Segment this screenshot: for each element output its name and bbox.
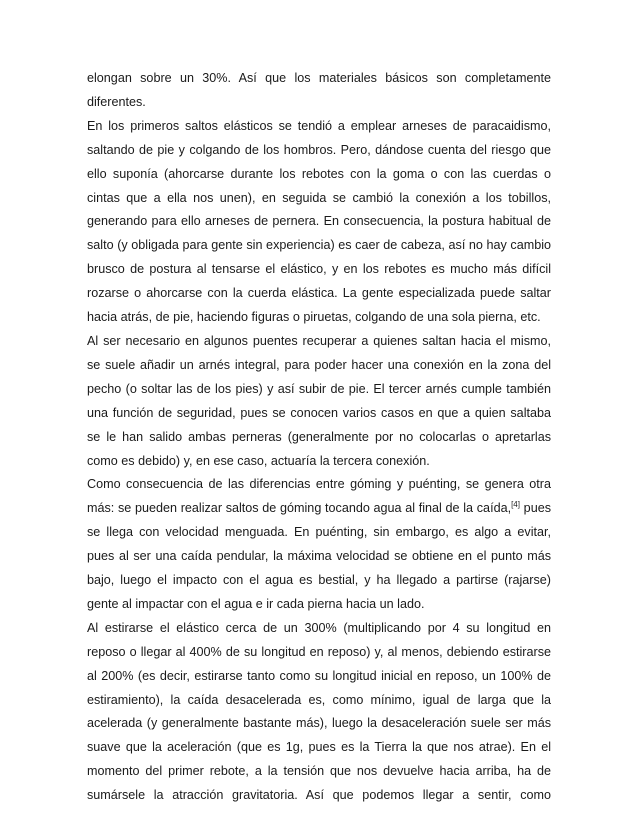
text-line: pues al ser una caída pendular, la máxima velocidad se obtiene en el punto más	[87, 549, 551, 564]
text-line: ello suponía (ahorcarse durante los rebotes con la goma o con las cuerdas o	[87, 166, 551, 181]
text-line: se le han salido ambas perneras (generalmente por no colocarlas o apretarlas	[87, 429, 551, 444]
text-line: brusco de postura al tensarse el elástico, y en los rebotes es mucho más difícil	[87, 262, 551, 277]
text-line: como es debido) y, en ese caso, actuaría la tercera conexión.	[87, 453, 430, 468]
text-line: al 200% (es decir, estirarse tanto como su longitud inicial en reposo, un 100% de	[87, 668, 551, 683]
footnote-ref[interactable]: [4]	[511, 500, 520, 510]
text-segment: más: se pueden realizar saltos de góming tocando agua al final de la caída,	[87, 501, 512, 516]
text-line: una función de seguridad, pues se conocen varios casos en que a quien saltaba	[87, 405, 551, 420]
paragraph-5	[87, 617, 551, 808]
text-line: pecho (o soltar las de los pies) y así subir de pie. El tercer arnés cumple también	[87, 381, 551, 396]
text-line: cintas que a ella nos unen), en seguida se cambió la conexión a los tobillos,	[87, 190, 551, 205]
text-line: En los primeros saltos elásticos se tendió a emplear arneses de paracaidismo,	[87, 118, 551, 133]
text-line: estiramiento), la caída desacelerada es, como mínimo, igual de larga que la	[87, 692, 551, 707]
text-line: generando para ello arneses de pernera. En consecuencia, la postura habitual de	[87, 214, 551, 229]
text-line: momento del primer rebote, a la tensión que nos devuelve hacia arriba, ha de	[87, 764, 551, 779]
text-line: rozarse o ahorcarse con la cuerda elástica. La gente especializada puede saltar	[87, 286, 551, 301]
text-line: salto (y obligada para gente sin experiencia) es caer de cabeza, así no hay cambio	[87, 238, 551, 253]
text-line-with-footnote	[87, 497, 551, 521]
text-line: hacia atrás, de pie, haciendo figuras o piruetas, colgando de una sola pierna, etc.	[87, 310, 541, 325]
text-line: se llega con velocidad menguada. En puénting, sin embargo, es algo a evitar,	[87, 525, 551, 540]
text-line: reposo o llegar al 400% de su longitud en reposo) y, al menos, debiendo estirarse	[87, 644, 551, 659]
text-line: acelerada (y generalmente bastante más), luego la desaceleración suele ser más	[87, 716, 551, 731]
text-line: bajo, luego el impacto con el agua es bestial, y ha llegado a partirse (rajarse)	[87, 573, 551, 588]
text-line: sumársele la atracción gravitatoria. Así que podemos llegar a sentir, como	[87, 788, 551, 803]
paragraph-2	[87, 115, 551, 330]
text-line: elongan sobre un 30%. Así que los materiales básicos son completamente	[87, 71, 551, 85]
document-body	[87, 67, 551, 808]
paragraph-4	[87, 473, 551, 616]
text-line: suave que la aceleración (que es 1g, pues es la Tierra la que nos atrae). En el	[87, 740, 551, 755]
text-line: Al estirarse el elástico cerca de un 300% (multiplicando por 4 su longitud en	[87, 620, 551, 635]
text-segment: pues	[519, 501, 551, 516]
text-line: se suele añadir un arnés integral, para poder hacer una conexión en la zona del	[87, 357, 551, 372]
text-line: diferentes.	[87, 94, 146, 109]
text-line: saltando de pie y colgando de los hombros. Pero, dándose cuenta del riesgo que	[87, 142, 551, 157]
paragraph-1	[87, 67, 551, 115]
text-line: Al ser necesario en algunos puentes recuperar a quienes saltan hacia el mismo,	[87, 333, 551, 348]
paragraph-3	[87, 330, 551, 473]
text-line: Como consecuencia de las diferencias entre góming y puénting, se genera otra	[87, 477, 551, 492]
text-line: gente al impactar con el agua e ir cada pierna hacia un lado.	[87, 596, 425, 611]
